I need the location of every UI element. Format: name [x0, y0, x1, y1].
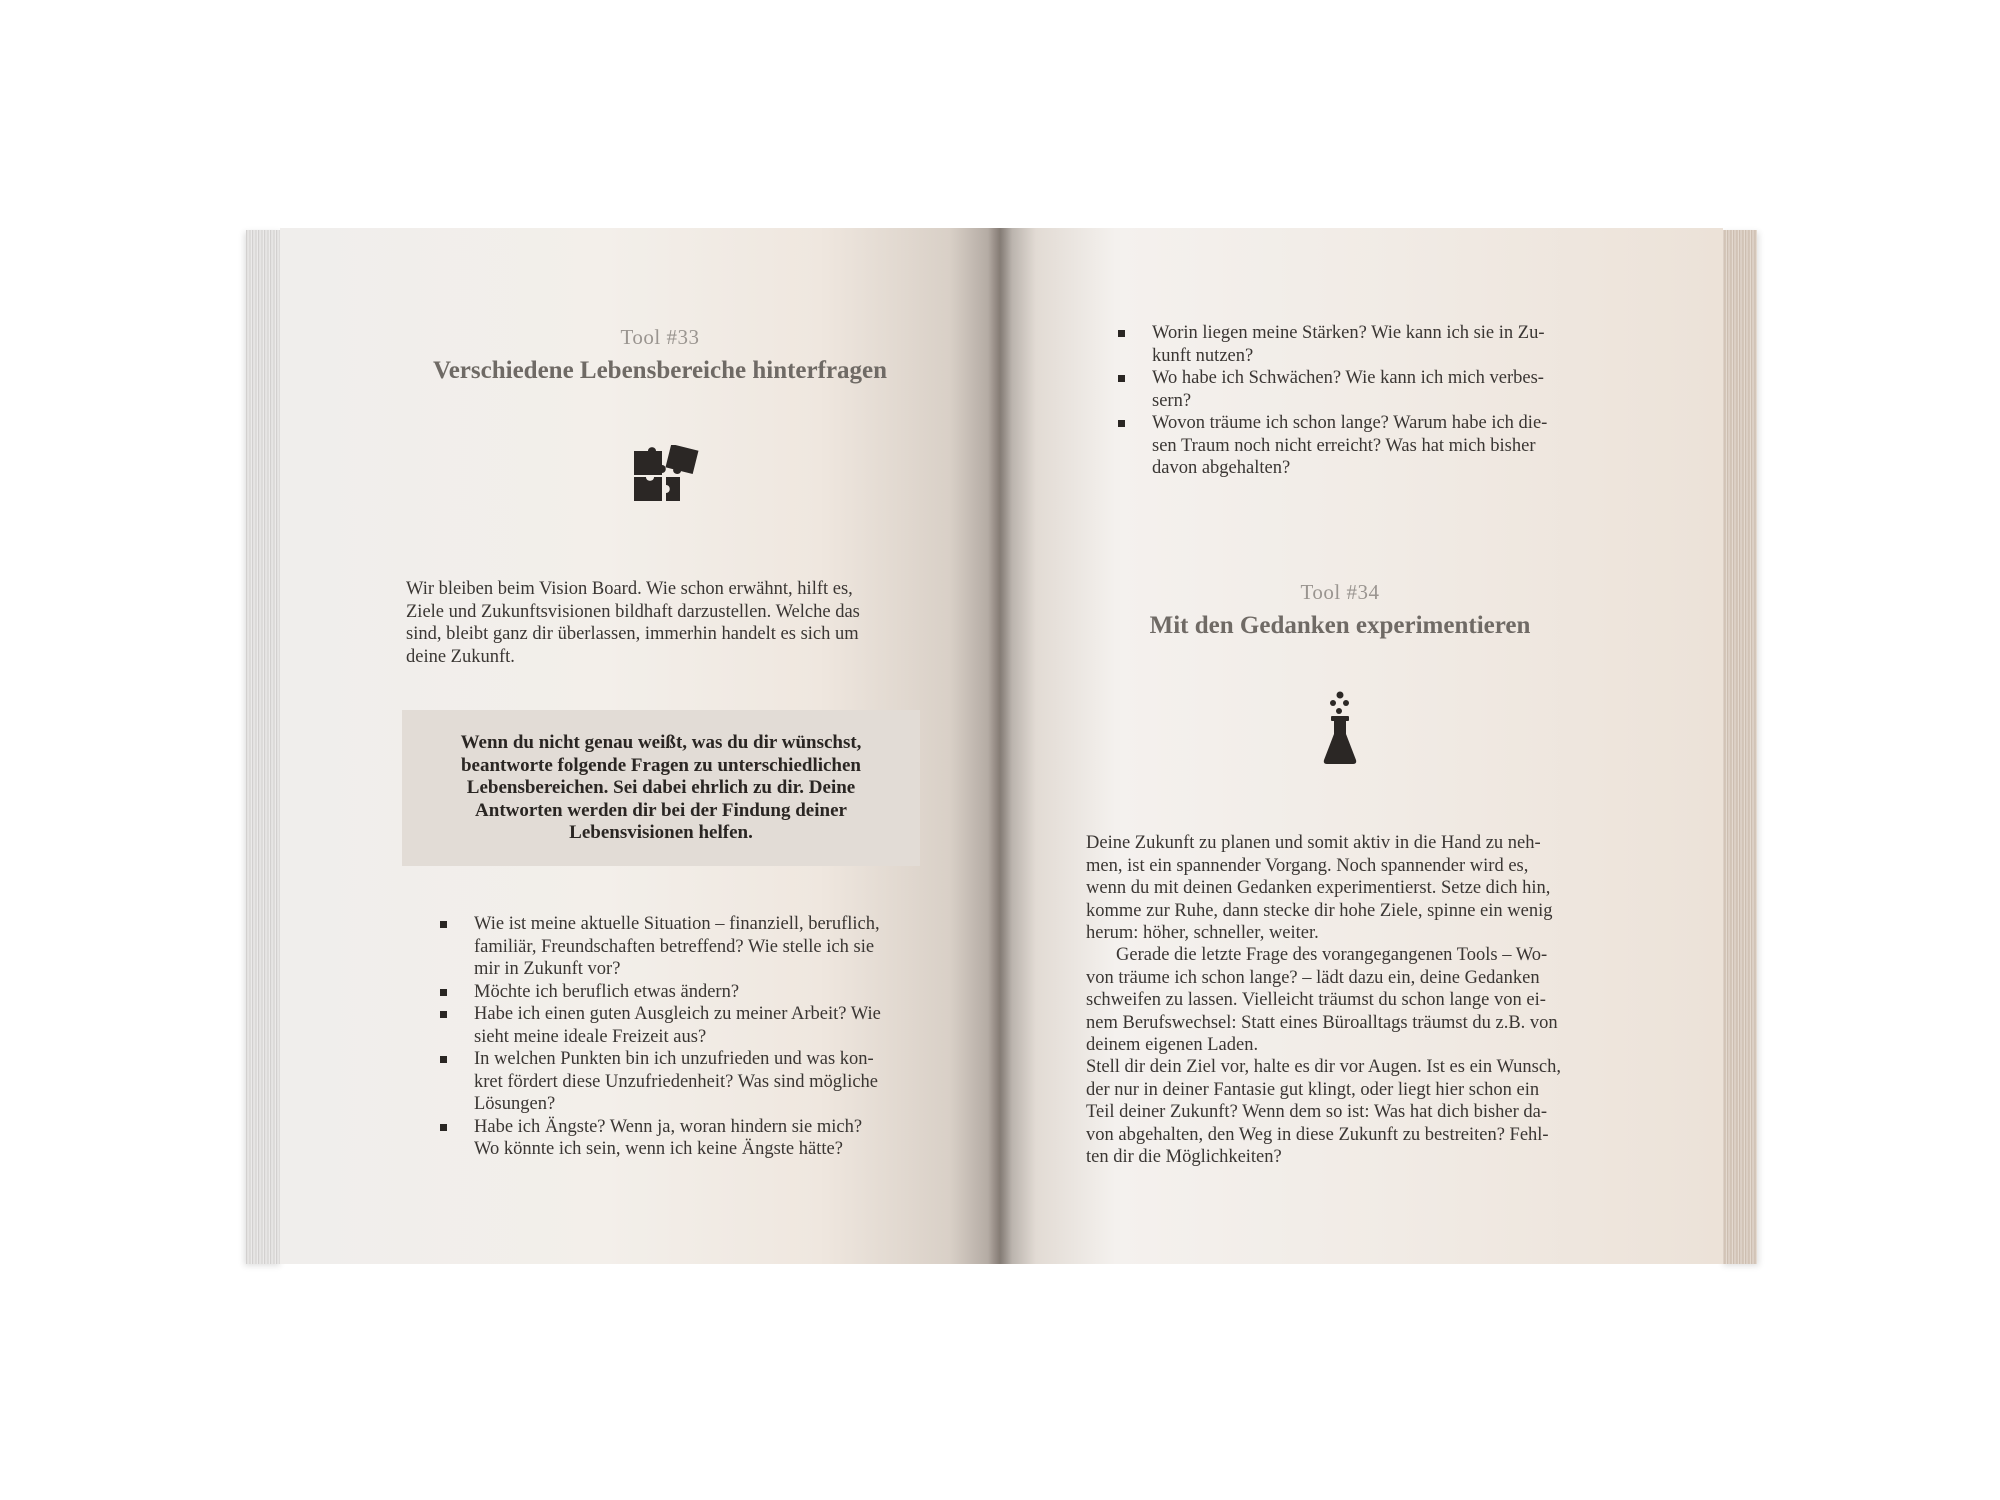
text-line: wenn du mit deinen Gedanken experimentierst. Setze dich hin, [1086, 878, 1551, 898]
list-item: Habe ich einen guten Ausgleich zu meiner Arbeit? Wie sieht meine ideale Freizeit aus? [440, 1003, 930, 1048]
question-list-continued [1118, 322, 1618, 480]
paragraph-2 [1086, 944, 1606, 1057]
paragraph-3 [1086, 1056, 1606, 1169]
tool-title: Mit den Gedanken experimentieren [1149, 612, 1531, 639]
text-line: schweifen zu lassen. Vielleicht träumst du schon lange von ei- [1086, 990, 1546, 1010]
right-page-edges [1721, 230, 1757, 1264]
left-page-edges [246, 230, 282, 1264]
text-line: Wir bleiben beim Vision Board. Wie schon erwähnt, hilft es, [406, 579, 853, 599]
callout-line: Wenn du nicht genau weißt, was du dir wünschst, [460, 732, 862, 753]
text-line: Ziele und Zukunftsvisionen bildhaft darzustellen. Welche das [406, 601, 860, 622]
callout-line: beantworte folgende Fragen zu unterschiedlichen [460, 754, 861, 776]
text-line: ten dir die Möglichkeiten? [1086, 1147, 1282, 1167]
text-line: deine Zukunft. [406, 646, 515, 667]
text-line: Deine Zukunft zu planen und somit aktiv in die Hand zu neh- [1086, 833, 1541, 853]
text-line: sind, bleibt ganz dir überlassen, immerhin handelt es sich um [406, 624, 859, 644]
text-line: herum: höher, schneller, weiter. [1086, 923, 1319, 943]
callout-line: Lebensbereichen. Sei dabei ehrlich zu dir. Deine [466, 777, 856, 798]
tool-number: Tool #34 [1300, 580, 1380, 604]
text-line: deinem eigenen Laden. [1086, 1035, 1259, 1055]
list-item: Wo habe ich Schwächen? Wie kann ich mich verbes- sern? [1118, 367, 1618, 412]
text-line: der nur in deiner Fantasie gut klingt, oder liegt hier schon ein [1086, 1079, 1540, 1100]
text-line: von träume ich schon lange? – lädt dazu ein, deine Gedanken [1086, 967, 1540, 988]
list-item: Worin liegen meine Stärken? Wie kann ich sie in Zu- kunft nutzen? [1118, 322, 1618, 367]
callout-line: Antworten werden dir bei der Findung deiner [475, 799, 847, 821]
flask-icon [1322, 690, 1358, 766]
list-item: Wovon träume ich schon lange? Warum habe ich die- sen Traum noch nicht erreicht? Was hat mich bisher davon abgehalten? [1118, 412, 1618, 480]
list-item: In welchen Punkten bin ich unzufrieden und was kon- kret fördert diese Unzufriedenheit? Was sind mögliche Lösungen? [440, 1048, 930, 1116]
text-line: Gerade die letzte Frage des vorangegangenen Tools – Wo- [1116, 945, 1548, 965]
puzzle-icon [632, 445, 700, 501]
intro-paragraph [406, 578, 920, 668]
text-line: Teil deiner Zukunft? Wenn dem so ist: Was hat dich bisher da- [1086, 1102, 1548, 1122]
tool-number: Tool #33 [620, 325, 700, 349]
text-line: von abgehalten, den Weg in diese Zukunft zu bestreiten? Fehl- [1086, 1124, 1549, 1145]
paragraph-1 [1086, 832, 1606, 945]
list-item: Möchte ich beruflich etwas ändern? [440, 981, 930, 1004]
text-line: men, ist ein spannender Vorgang. Noch spannender wird es, [1086, 855, 1529, 876]
callout-box [402, 710, 920, 866]
question-list [440, 913, 930, 1161]
text-line: nem Berufswechsel: Statt eines Büroalltags träumst du z.B. von [1086, 1012, 1558, 1033]
tool-title: Verschiedene Lebensbereiche hinterfragen [432, 357, 888, 384]
text-line: Stell dir dein Ziel vor, halte es dir vor Augen. Ist es ein Wunsch, [1086, 1057, 1561, 1077]
list-item: Wie ist meine aktuelle Situation – finanziell, beruflich, familiär, Freundschaften betreffend? Wie stelle ich sie mir in Zukunft vor? [440, 913, 930, 981]
callout-line: Lebensvisionen helfen. [569, 822, 753, 843]
text-line: komme zur Ruhe, dann stecke dir hohe Ziele, spinne ein wenig [1086, 900, 1553, 921]
list-item: Habe ich Ängste? Wenn ja, woran hindern sie mich? Wo könnte ich sein, wenn ich keine Ängste hätte? [440, 1116, 930, 1161]
